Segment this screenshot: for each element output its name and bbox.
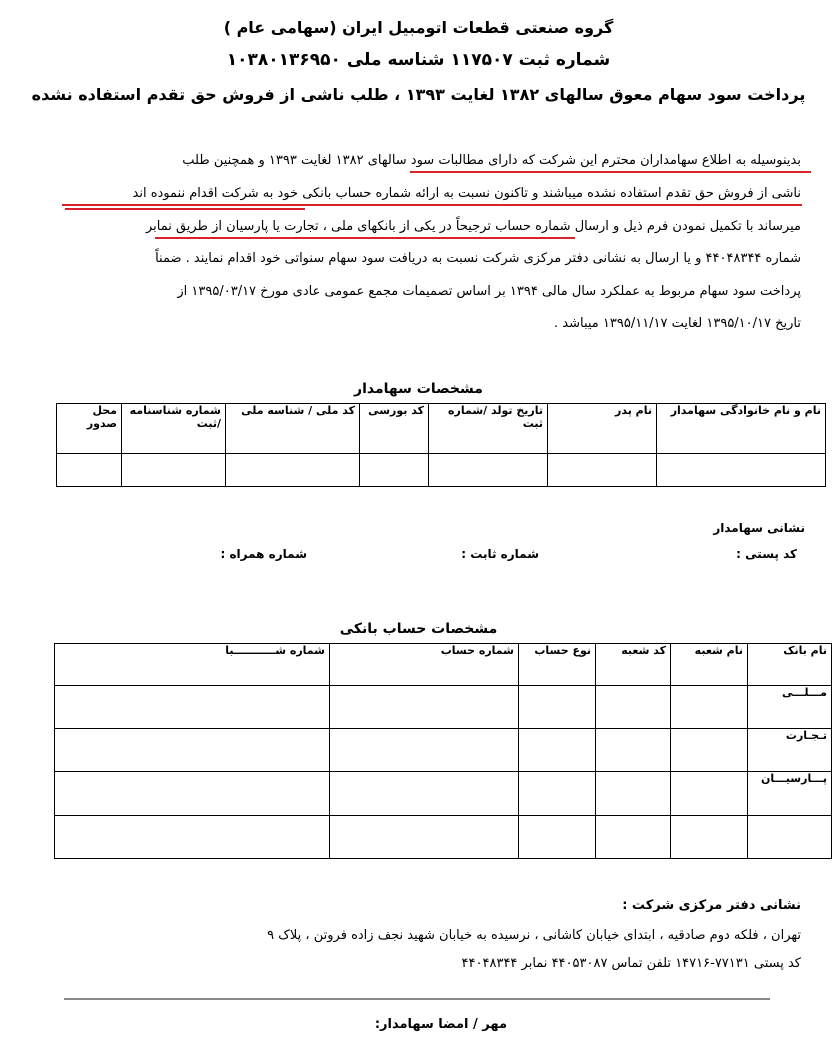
address-section-title: نشانی سهامدار [713,521,805,535]
input-cell[interactable] [330,686,519,729]
input-cell[interactable] [596,729,671,772]
registration-info: شماره ثبت ۱۱۷۵۰۷ شناسه ملی ۱۰۳۸۰۱۳۶۹۵۰ [226,50,611,70]
document-title: پرداخت سود سهام معوق سالهای ۱۳۸۲ لغایت ۱۳۹۳ ، طلب ناشی از فروش حق تقدم استفاده نشده [31,85,806,104]
input-cell[interactable] [671,816,748,859]
bank-name-cell [748,816,832,859]
column-header: کد ملی / شناسه ملی [226,404,360,454]
divider [64,998,770,1000]
input-cell[interactable] [330,816,519,859]
input-cell[interactable] [671,729,748,772]
input-cell[interactable] [519,772,596,816]
input-cell[interactable] [548,454,657,487]
office-address-title: نشانی دفتر مرکزی شرکت : [622,898,801,913]
input-cell[interactable] [226,454,360,487]
bank-name-cell: پـــارسیـــان [748,772,832,816]
shareholder-section-title: مشخصات سهامدار [354,381,483,397]
table-row[interactable] [55,686,832,729]
input-cell[interactable] [330,729,519,772]
input-cell[interactable] [519,686,596,729]
shareholder-table [56,403,826,487]
table-row[interactable] [57,454,826,487]
input-cell[interactable] [55,686,330,729]
highlight-underline [155,237,575,239]
highlight-underline [65,208,305,210]
notice-line-3: میرساند با تکمیل نمودن فرم ذیل و ارسال شماره حساب ترجیحاً در یکی از بانکهای ملی ، تجارت یا پارسیان از طریق نمابر [145,219,801,234]
column-header: تاریخ تولد /شماره ثبت [429,404,548,454]
column-header: کد شعبه [596,644,671,686]
column-header: شماره شـــــــــــبا [55,644,330,686]
postal-code-label: کد پستی : [736,547,797,561]
company-name: گروه صنعتی قطعات اتومبیل ایران (سهامی عام ) [223,18,614,37]
signature-label: مهر / امضا سهامدار: [374,1017,507,1032]
notice-line-2: ناشی از فروش حق تقدم استفاده نشده میباشند و تاکنون نسبت به ارائه شماره حساب بانکی خود به شرکت اقدام ننموده اند [132,186,801,201]
input-cell[interactable] [429,454,548,487]
table-row[interactable] [55,816,832,859]
input-cell[interactable] [671,686,748,729]
input-cell[interactable] [596,816,671,859]
input-cell[interactable] [57,454,122,487]
column-header: نام شعبه [671,644,748,686]
input-cell[interactable] [330,772,519,816]
column-header: نام بانک [748,644,832,686]
office-contact-line: کد پستی ۷۷۱۳۱-۱۴۷۱۶ تلفن تماس ۴۴۰۵۳۰۸۷ نمابر ۴۴۰۴۸۳۴۴ [461,956,801,971]
column-header: محل صدور [57,404,122,454]
input-cell[interactable] [657,454,826,487]
column-header: نام و نام خانوادگی سهامدار [657,404,826,454]
input-cell[interactable] [360,454,429,487]
table-row[interactable] [55,772,832,816]
column-header: شماره حساب [330,644,519,686]
table-header-row [55,644,832,686]
notice-line-4: شماره ۴۴۰۴۸۳۴۴ و یا ارسال به نشانی دفتر مرکزی شرکت نسبت به دریافت سود سهام سنواتی خود اقدام نمایند . ضمناً [155,251,801,266]
input-cell[interactable] [519,816,596,859]
bank-section-title: مشخصات حساب بانکی [339,621,498,637]
column-header: نام پدر [548,404,657,454]
office-address-line: تهران ، فلکه دوم صادقیه ، ابتدای خیابان کاشانی ، نرسیده به خیابان شهید نجف زاده فروتن ، پلاک ۹ [267,928,801,943]
table-row[interactable] [55,729,832,772]
highlight-underline [410,171,811,173]
input-cell[interactable] [55,772,330,816]
landline-label: شماره ثابت : [461,547,539,561]
bank-name-cell: مـــلـــی [748,686,832,729]
input-cell[interactable] [55,816,330,859]
input-cell[interactable] [55,729,330,772]
column-header: نوع حساب [519,644,596,686]
highlight-underline [62,204,802,206]
table-header-row [57,404,826,454]
input-cell[interactable] [519,729,596,772]
column-header: شماره شناسنامه /ثبت [122,404,226,454]
input-cell[interactable] [122,454,226,487]
notice-line-1: بدینوسیله به اطلاع سهامداران محترم این شرکت که دارای مطالبات سود سالهای ۱۳۸۲ لغایت ۱۳۹۳ و همچنین طلب [182,153,801,168]
column-header: کد بورسی [360,404,429,454]
mobile-label: شماره همراه : [220,547,307,561]
notice-line-6: تاریخ ۱۳۹۵/۱۰/۱۷ لغایت ۱۳۹۵/۱۱/۱۷ میباشد . [554,316,801,331]
notice-line-5: پرداخت سود سهام مربوط به عملکرد سال مالی ۱۳۹۴ بر اساس تصمیمات مجمع عمومی عادی مورخ ۱۳۹۵/۰۳/۱۷ از [177,284,801,299]
input-cell[interactable] [671,772,748,816]
bank-name-cell: تـجـارت [748,729,832,772]
bank-table [54,643,832,859]
input-cell[interactable] [596,772,671,816]
input-cell[interactable] [596,686,671,729]
